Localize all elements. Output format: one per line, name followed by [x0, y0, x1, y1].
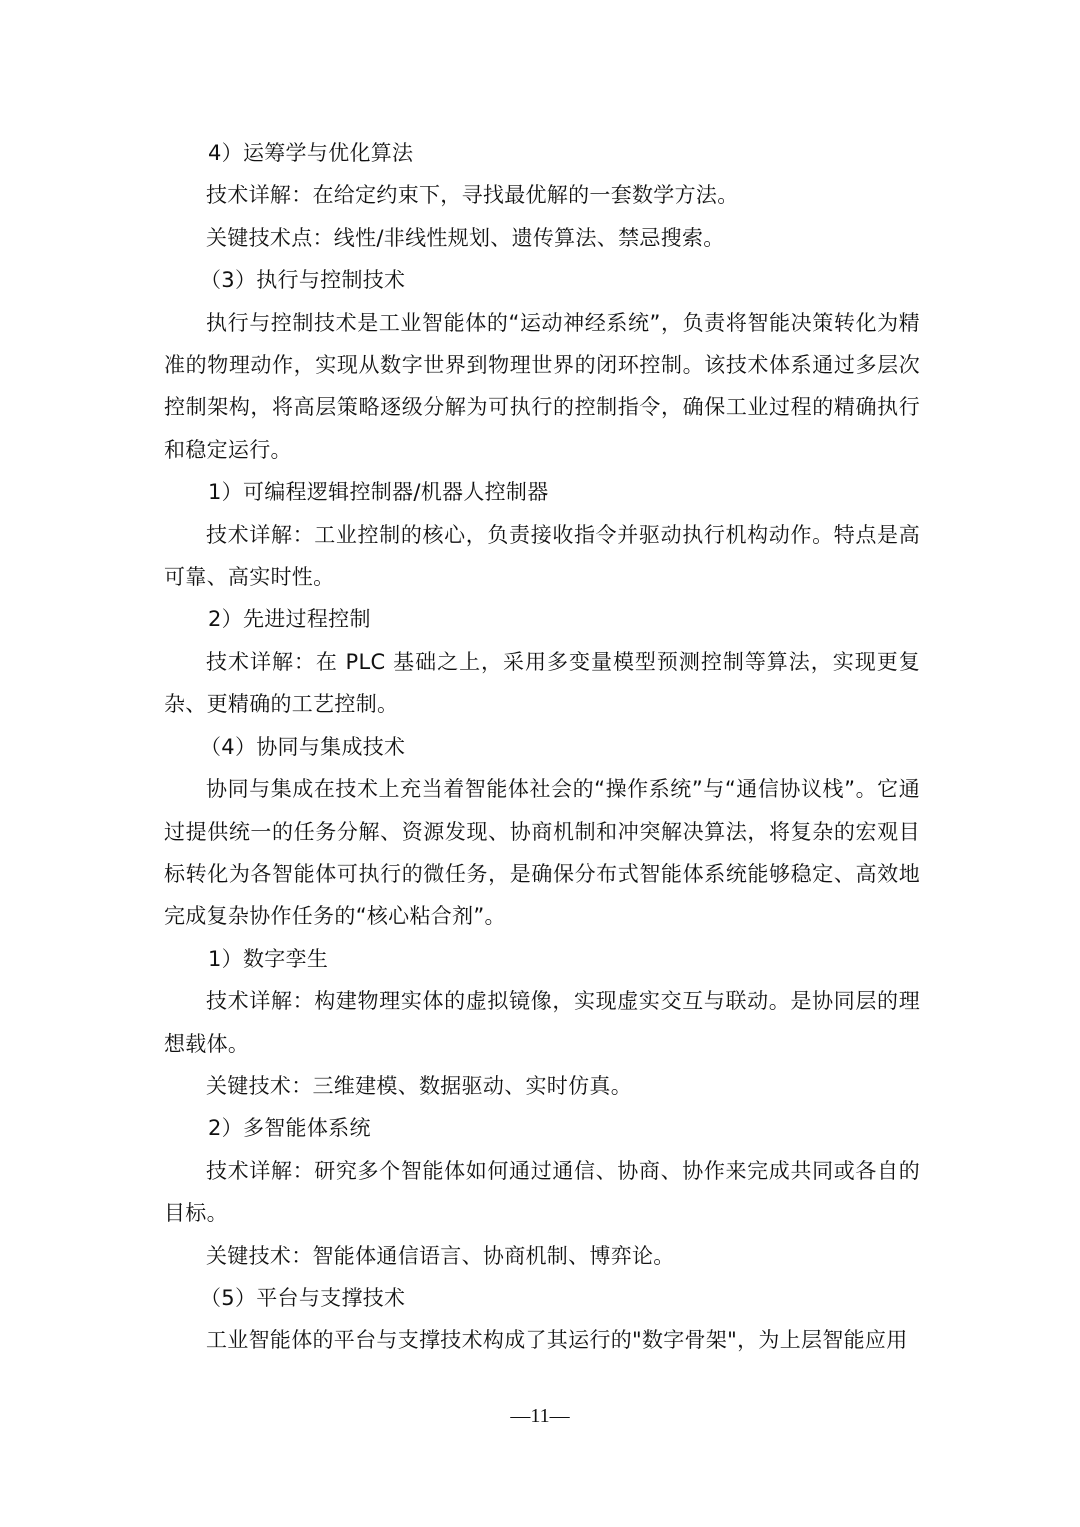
subheading-multi-agent: 2）多智能体系统: [208, 1116, 371, 1141]
paragraph-or-keypoints: 关键技术点：线性/非线性规划、遗传算法、禁忌搜索。: [206, 225, 725, 250]
paragraph-execution-control-intro: 执行与控制技术是工业智能体的“运动神经系统”，负责将智能决策转化为精准的物理动作，实现从数字世界到物理世界的闭环控制。该技术体系通过多层次控制架构，将高层策略逐级分解为可执行的控制指令，确保工业过程的精确执行和稳定运行。: [164, 310, 920, 462]
subheading-apc: 2）先进过程控制: [208, 607, 371, 632]
paragraph-digital-twin-detail: 技术详解：构建物理实体的虚拟镜像，实现虚实交互与联动。是协同层的理想载体。: [164, 989, 920, 1056]
paragraph-or-detail: 技术详解：在给定约束下，寻找最优解的一套数学方法。: [206, 183, 739, 208]
subheading-digital-twin: 1）数字孪生: [208, 946, 329, 971]
paragraph-multi-agent-detail: 技术详解：研究多个智能体如何通过通信、协商、协作来完成共同或各自的目标。: [164, 1158, 920, 1226]
document-body: [164, 132, 920, 1362]
paragraph-apc-detail: 技术详解：在 PLC 基础之上，采用多变量模型预测控制等算法，实现更复杂、更精确的工艺控制。: [164, 649, 920, 717]
section-heading-platform: （5）平台与支撑技术: [200, 1285, 406, 1310]
subheading-plc: 1）可编程逻辑控制器/机器人控制器: [208, 480, 549, 505]
paragraph-collaboration-intro: 协同与集成在技术上充当着智能体社会的“操作系统”与“通信协议栈”。它通过提供统一的任务分解、资源发现、协商机制和冲突解决算法，将复杂的宏观目标转化为各智能体可执行的微任务，是确保分布式智能体系统能够稳定、高效地完成复杂协作任务的“核心粘合剂”。: [164, 777, 920, 929]
subheading-or-algorithms: 4）运筹学与优化算法: [208, 141, 414, 165]
paragraph-plc-detail: 技术详解：工业控制的核心，负责接收指令并驱动执行机构动作。特点是高可靠、高实时性。: [164, 522, 920, 590]
paragraph-platform-intro: 工业智能体的平台与支撑技术构成了其运行的"数字骨架"，为上层智能应用: [206, 1328, 908, 1353]
page-number: —11—: [510, 1405, 570, 1427]
paragraph-digital-twin-keytech: 关键技术：三维建模、数据驱动、实时仿真。: [206, 1073, 632, 1098]
section-heading-collaboration: （4）协同与集成技术: [200, 734, 406, 759]
section-heading-execution-control: （3）执行与控制技术: [200, 268, 406, 293]
paragraph-multi-agent-keytech: 关键技术：智能体通信语言、协商机制、博弈论。: [206, 1243, 675, 1268]
